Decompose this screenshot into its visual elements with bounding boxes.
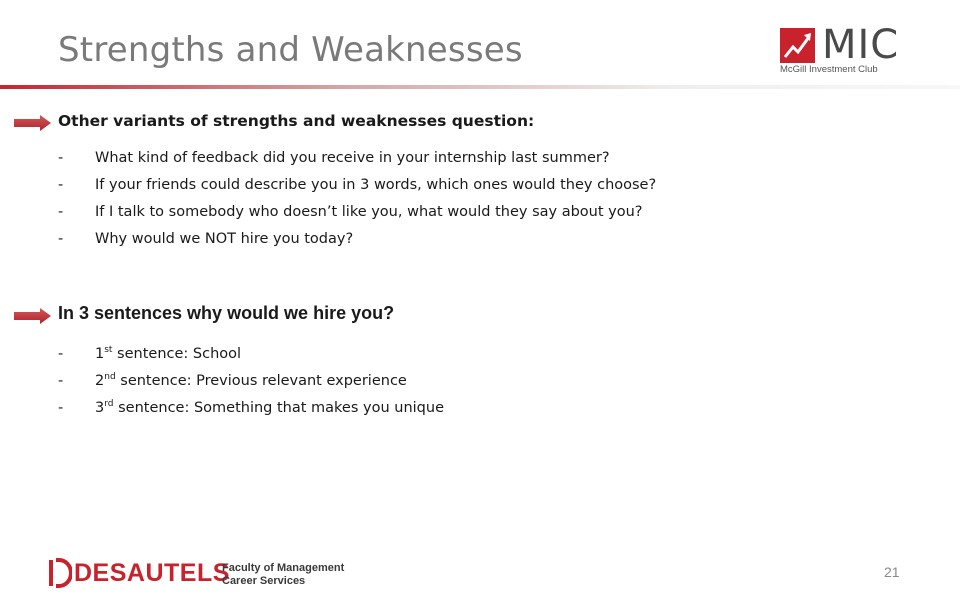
ordinal-number: 3 <box>95 400 105 416</box>
section1-list <box>58 148 656 256</box>
ordinal-number: 2 <box>95 373 105 389</box>
mic-logo-text: MIC <box>822 22 900 68</box>
page-title: Strengths and Weaknesses <box>58 30 523 70</box>
faculty-line1: Faculty of Management <box>222 562 345 574</box>
ordinal-suffix: st <box>104 345 113 355</box>
bullet-dash: - <box>58 231 64 247</box>
arrow-right-icon <box>12 115 52 131</box>
list-item <box>58 371 444 398</box>
bullet-dash: - <box>58 373 64 389</box>
section1-heading: Other variants of strengths and weaknesses question: <box>58 112 535 130</box>
section2-heading: In 3 sentences why would we hire you? <box>58 303 395 323</box>
ordinal-suffix: rd <box>104 399 114 409</box>
desautels-footer-logo <box>46 556 366 592</box>
list-item-text: sentence: Something that makes you unique <box>113 400 444 416</box>
faculty-line2: Career Services <box>222 575 306 587</box>
desautels-d-icon <box>46 556 72 590</box>
arrow-right-icon <box>12 308 52 324</box>
section2-list <box>58 344 444 425</box>
list-item-text: If your friends could describe you in 3 words, which ones would they choose? <box>95 177 657 193</box>
bullet-dash: - <box>58 150 64 166</box>
list-item <box>58 344 444 371</box>
faculty-label <box>222 562 344 588</box>
desautels-brand: DESAUTELS <box>74 559 230 587</box>
list-item-text: If I talk to somebody who doesn’t like you, what would they say about you? <box>95 204 643 220</box>
mic-logo <box>780 22 900 76</box>
bullet-dash: - <box>58 400 64 416</box>
list-item <box>58 148 656 175</box>
list-item <box>58 202 656 229</box>
bullet-dash: - <box>58 177 64 193</box>
bullet-dash: - <box>58 346 64 362</box>
list-item-text: sentence: Previous relevant experience <box>115 373 407 389</box>
bullet-dash: - <box>58 204 64 220</box>
title-underline <box>0 85 960 89</box>
list-item <box>58 229 656 256</box>
mic-logo-icon <box>780 28 815 63</box>
list-item <box>58 398 444 425</box>
page-number: 21 <box>884 564 900 580</box>
list-item-text: Why would we NOT hire you today? <box>95 231 354 247</box>
list-item <box>58 175 656 202</box>
mic-logo-subtitle: McGill Investment Club <box>780 64 878 75</box>
list-item-text: What kind of feedback did you receive in your internship last summer? <box>95 150 610 166</box>
ordinal-number: 1 <box>95 346 105 362</box>
list-item-text: sentence: School <box>112 346 242 362</box>
ordinal-suffix: nd <box>104 372 116 382</box>
